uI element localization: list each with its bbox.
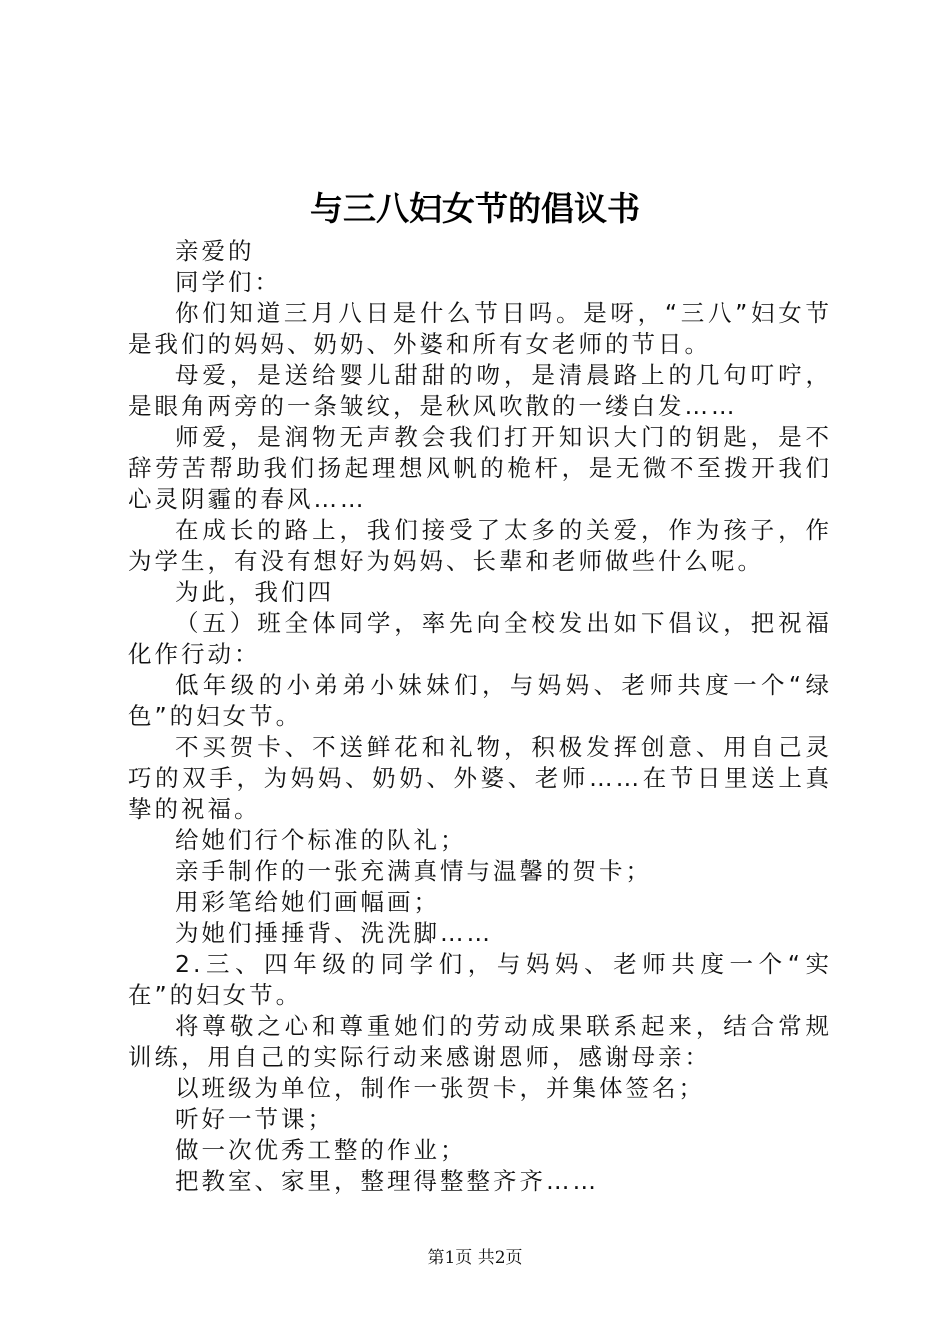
paragraph: 以班级为单位，制作一张贺卡，并集体签名；	[175, 1074, 705, 1102]
paragraph: 给她们行个标准的队礼；	[175, 826, 467, 854]
page-number-footer: 第1页 共2页	[427, 1248, 523, 1268]
paragraph: 做一次优秀工整的作业；	[175, 1136, 467, 1164]
paragraph: 同学们：	[175, 268, 281, 296]
paragraph: 用彩笔给她们画幅画；	[175, 888, 440, 916]
paragraph: 亲手制作的一张充满真情与温馨的贺卡；	[175, 857, 652, 885]
paragraph: 将尊敬之心和尊重她们的劳动成果联系起来，结合常规训练，用自己的实际行动来感谢恩师，感谢母亲：	[128, 1012, 832, 1071]
paragraph: 为她们捶捶背、洗洗脚……	[175, 919, 493, 947]
paragraph: 母爱，是送给婴儿甜甜的吻，是清晨路上的几句叮咛，是眼角两旁的一条皱纹，是秋风吹散的一缕白发……	[128, 361, 832, 420]
paragraph: 你们知道三月八日是什么节日吗。是呀，“三八”妇女节是我们的妈妈、奶奶、外婆和所有女老师的节日。	[128, 299, 832, 358]
paragraph: 为此，我们四	[175, 578, 334, 606]
paragraph: 把教室、家里，整理得整整齐齐……	[175, 1167, 599, 1195]
document-title: 与三八妇女节的倡议书	[310, 189, 640, 228]
paragraph: （五）班全体同学，率先向全校发出如下倡议，把祝福化作行动：	[128, 609, 832, 668]
paragraph: 师爱，是润物无声教会我们打开知识大门的钥匙，是不辞劳苦帮助我们扬起理想风帆的桅杆，是无微不至拨开我们心灵阴霾的春风……	[128, 423, 832, 513]
paragraph: 听好一节课；	[175, 1105, 334, 1133]
paragraph: 低年级的小弟弟小妹妹们，与妈妈、老师共度一个“绿色”的妇女节。	[128, 671, 832, 730]
paragraph: 在成长的路上，我们接受了太多的关爱，作为孩子，作为学生，有没有想好为妈妈、长辈和老师做些什么呢。	[128, 516, 832, 575]
paragraph: 不买贺卡、不送鲜花和礼物，积极发挥创意、用自己灵巧的双手，为妈妈、奶奶、外婆、老师……在节日里送上真挚的祝福。	[128, 733, 832, 823]
paragraph: 2.三、四年级的同学们，与妈妈、老师共度一个“实在”的妇女节。	[128, 950, 832, 1009]
document-body	[128, 236, 832, 1197]
paragraph: 亲爱的	[175, 237, 255, 265]
